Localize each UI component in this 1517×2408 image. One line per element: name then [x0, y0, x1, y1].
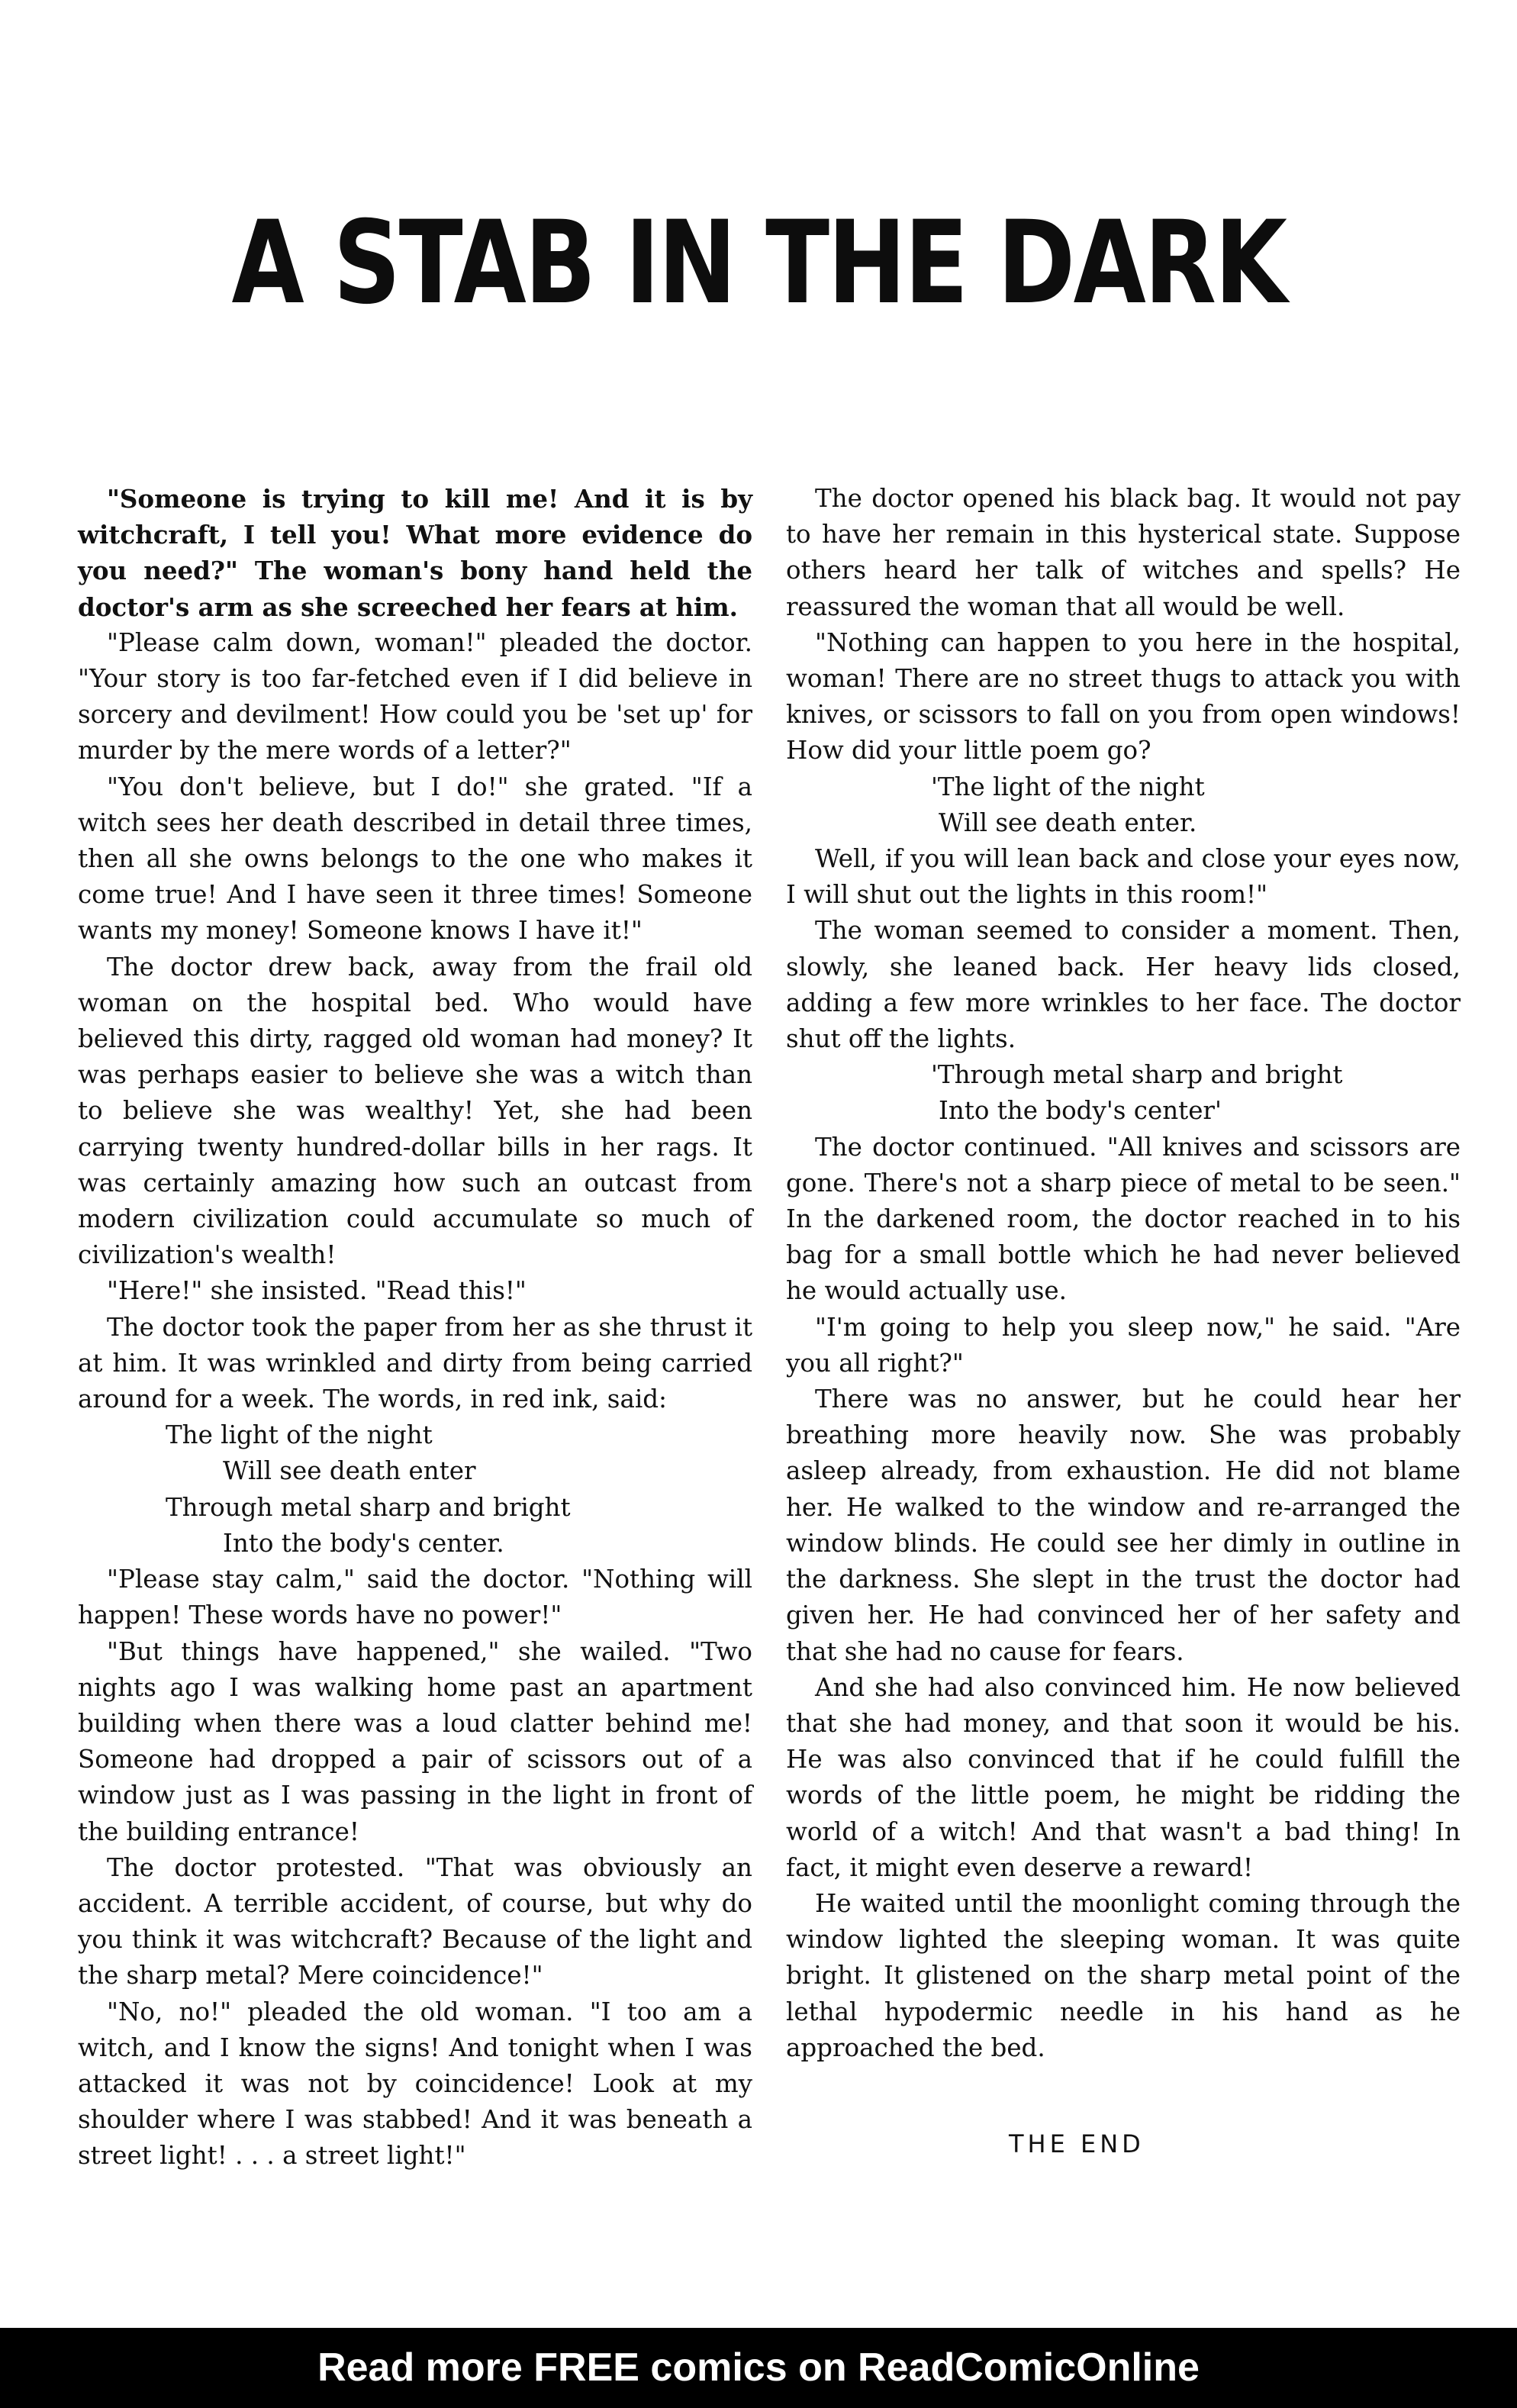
story-paragraph: "Here!" she insisted. "Read this!" — [107, 1276, 527, 1306]
right-column — [786, 481, 1461, 2066]
story-title: A STAB IN THE DARK — [231, 197, 1286, 330]
story-paragraph: "No, no!" pleaded the old woman. "I too am a witch, and I know the signs! And tonight when I was attacked it was not by coincidence! Look at my shoulder where I was stabbed! And it was beneath a street light! . . . a street light!" — [78, 1997, 752, 2171]
promo-banner-text[interactable]: Read more FREE comics on ReadComicOnline — [317, 2345, 1200, 2390]
story-paragraph: "I'm going to help you sleep now," he said. "Are you all right?" — [786, 1312, 1461, 1378]
verse-line: Will see death enter — [223, 1456, 476, 1486]
story-paragraph: The doctor protested. "That was obviously an accident. A terrible accident, of course, but why do you think it was witchcraft? Because of the light and the sharp metal? Mere coincidence!" — [78, 1852, 752, 1991]
promo-banner[interactable] — [0, 2328, 1517, 2408]
verse-line: 'Through metal sharp and bright — [931, 1060, 1343, 1090]
verse-line: The light of the night — [166, 1420, 433, 1450]
story-paragraph: And she had also convinced him. He now believed that she had money, and that soon it would be his. He was also convinced that if he could fulfill the words of the little poem, he might be ridding the world of a witch! And that wasn't a bad thing! In fact, it might even deserve a reward! — [786, 1672, 1461, 1882]
story-paragraph: "Please stay calm," said the doctor. "Nothing will happen! These words have no power!" — [78, 1565, 752, 1630]
verse-line: Through metal sharp and bright — [166, 1492, 571, 1522]
story-paragraph: "You don't believe, but I do!" she grated. "If a witch sees her death described in detail three times, then all she owns belongs to the one who makes it come true! And I have seen it three times! Someone wants my money! Someone knows I have it!" — [78, 772, 752, 946]
story-paragraph: There was no answer, but he could hear her breathing more heavily now. She was probably asleep already, from exhaustion. He did not blame her. He walked to the window and re-arranged the window blinds. He could see her dimly in outline in the darkness. She slept in the trust the doctor had given her. He had convinced her of her safety and that she had no cause for fears. — [786, 1385, 1461, 1666]
verse-line: Into the body's center. — [223, 1528, 504, 1558]
story-paragraph: The woman seemed to consider a moment. Then, slowly, she leaned back. Her heavy lids closed, adding a few more wrinkles to her face. The doctor shut off the lights. — [786, 916, 1461, 1054]
story-paragraph: The doctor drew back, away from the frail old woman on the hospital bed. Who would have believed this dirty, ragged old woman had money? It was perhaps easier to believe she was a witch than to believe she was wealthy! Yet, she had been carrying twenty hundred-dollar bills in her rags. It was certainly amazing how such an outcast from modern civilization could accumulate so much of civilization's wealth! — [78, 952, 752, 1270]
story-paragraph: The doctor opened his black bag. It would not pay to have her remain in this hysterical state. Suppose others heard her talk of witches and spells? He reassured the woman that all would be well. — [786, 484, 1461, 621]
story-paragraph: "Nothing can happen to you here in the hospital, woman! There are no street thugs to attack you with knives, or scissors to fall on you from open windows! How did your little poem go? — [786, 627, 1461, 766]
story-paragraph: The doctor took the paper from her as she thrust it at him. It was wrinkled and dirty from being carried around for a week. The words, in red ink, said: — [78, 1312, 752, 1414]
verse-line: 'The light of the night — [931, 772, 1205, 801]
story-paragraph: He waited until the moonlight coming through the window lighted the sleeping woman. It was quite bright. It glistened on the sharp metal point of the lethal hypodermic needle in his hand as he approached the bed. — [786, 1888, 1461, 2062]
the-end-label: THE END — [1009, 2129, 1145, 2158]
left-column — [78, 481, 752, 2174]
verse-line: Will see death enter. — [939, 808, 1197, 837]
story-paragraph: "Please calm down, woman!" pleaded the doctor. "Your story is too far-fetched even if I did believe in sorcery and devilment! How could you be 'set up' for murder by the mere words of a letter?" — [78, 627, 752, 766]
verse-line: Into the body's center' — [939, 1096, 1222, 1126]
story-paragraph: "But things have happened," she wailed. "Two nights ago I was walking home past an apartment building when there was a loud clatter behind me! Someone had dropped a pair of scissors out of a window just as I was passing in the light in front of the building entrance! — [78, 1636, 752, 1846]
story-paragraph: The doctor continued. "All knives and scissors are gone. There's not a sharp piece of metal to be seen." In the darkened room, the doctor reached in to his bag for a small bottle which he had never believed he would actually use. — [786, 1132, 1461, 1306]
story-paragraph: Well, if you will lean back and close your eyes now, I will shut out the lights in this room!" — [786, 844, 1461, 910]
story-paragraph: "Someone is trying to kill me! And it is by witchcraft, I tell you! What more evidence do you need?" The woman's bony hand held the doctor's arm as she screeched her fears at him. — [78, 484, 752, 622]
